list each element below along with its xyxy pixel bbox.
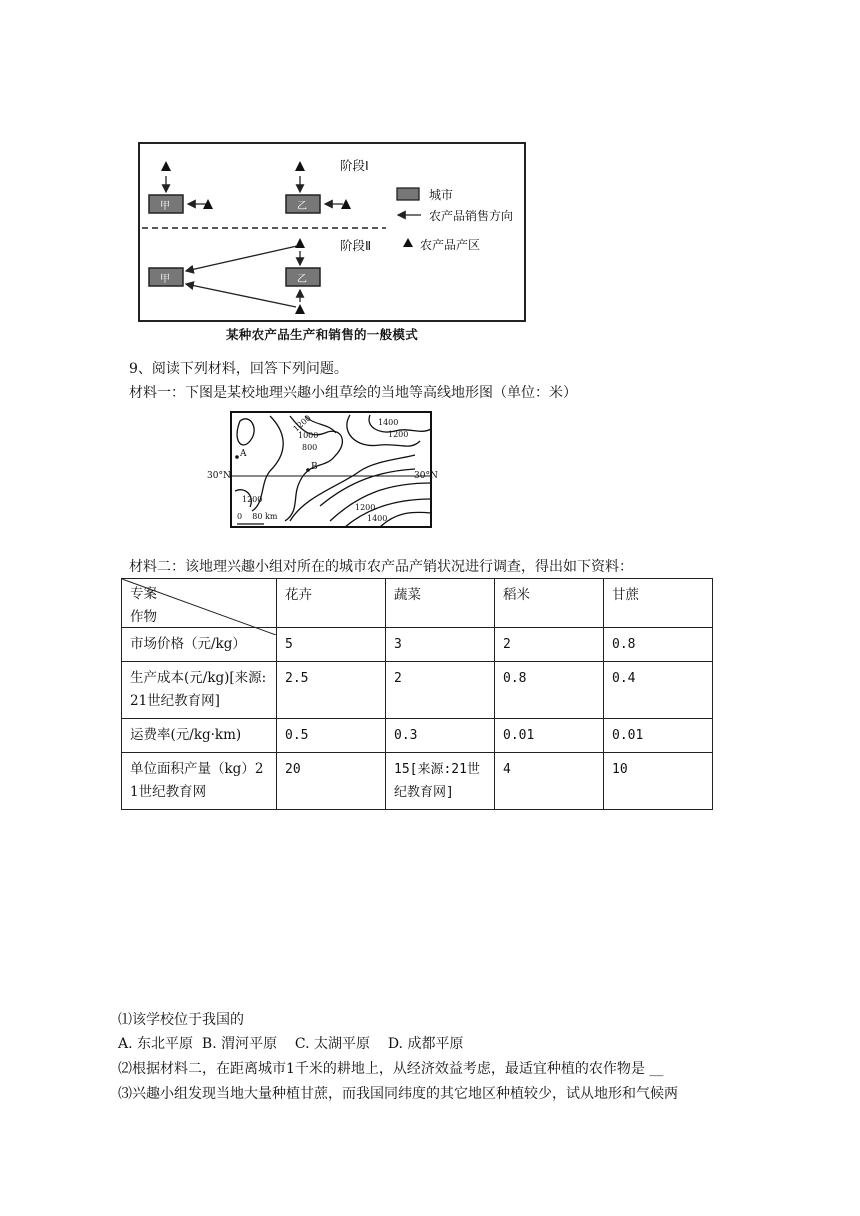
- table-header-row: [122, 579, 713, 628]
- question-2: ⑵根据材料二，在距离城市1千米的耕地上，从经济效益考虑，最适宜种植的农作物是 __: [118, 1061, 664, 1077]
- row-label: 单位面积产量（kg）21世纪教育网: [122, 753, 277, 810]
- contour-label: 1200: [291, 413, 313, 434]
- table-corner-cell: [122, 579, 277, 628]
- table-cell: 0.8: [495, 662, 604, 719]
- producing-area-marker: [295, 304, 305, 314]
- crop-header: 蔬菜: [386, 579, 495, 628]
- stage-2-label: 阶段Ⅱ: [340, 238, 372, 253]
- corner-top-label: 专案: [130, 586, 157, 602]
- crop-header: 甘蔗: [604, 579, 713, 628]
- question-1: ⑴该学校位于我国的: [118, 1012, 244, 1028]
- contour-label: 800: [302, 443, 318, 452]
- point-a-label: A: [240, 449, 247, 459]
- sales-model-diagram: [140, 144, 524, 320]
- table-cell: 5: [277, 628, 386, 662]
- table-cell: 0.3: [386, 719, 495, 753]
- question-1-options: A. 东北平原 B. 渭河平原 C. 太湖平原 D. 成都平原: [118, 1036, 464, 1052]
- row-label: 运费率(元/kg·km): [122, 719, 277, 753]
- sales-model-figure: [138, 142, 526, 322]
- row-label: 生产成本(元/kg)[来源:21世纪教育网]: [122, 662, 277, 719]
- legend-city-label: 城市: [429, 188, 454, 202]
- city-jia-label-2: 甲: [160, 274, 170, 285]
- question-9-stem: 9、阅读下列材料，回答下列问题。: [129, 361, 348, 377]
- row-label: 市场价格（元/kg）: [122, 628, 277, 662]
- legend-direction-label: 农产品销售方向: [429, 209, 514, 223]
- city-yi-label-2: 乙: [297, 274, 307, 285]
- table-cell: 0.5: [277, 719, 386, 753]
- material-1-text: 材料一：下图是某校地理兴趣小组草绘的当地等高线地形图（单位：米）: [129, 385, 577, 401]
- contour-label: 1200: [388, 430, 409, 439]
- contour-label: 1200: [242, 495, 263, 504]
- contour-label: 1400: [367, 514, 388, 523]
- table-cell: 4: [495, 753, 604, 810]
- table-cell: 0.01: [604, 719, 713, 753]
- table-cell: 15[来源:21世纪教育网]: [386, 753, 495, 810]
- table-cell: 2: [386, 662, 495, 719]
- producing-area-marker: [295, 161, 305, 171]
- crop-header: 稻米: [495, 579, 604, 628]
- legend-area-label: 农产品产区: [420, 238, 481, 252]
- legend-triangle-icon: [403, 238, 413, 247]
- contour-map: [230, 411, 442, 529]
- contour-label: 1200: [355, 503, 376, 512]
- city-jia-label: 甲: [160, 201, 170, 212]
- table-cell: 0.01: [495, 719, 604, 753]
- scale-bar-label: 0 80 km: [237, 512, 278, 521]
- crop-header: 花卉: [277, 579, 386, 628]
- table-cell: 2.5: [277, 662, 386, 719]
- latitude-left-label: 30°N: [207, 471, 231, 481]
- point-b-label: B: [311, 462, 318, 472]
- stage-1-label: 阶段Ⅰ: [340, 158, 369, 173]
- crop-data-table: [121, 578, 713, 810]
- table-row: [122, 753, 713, 810]
- table-row: [122, 719, 713, 753]
- corner-bottom-label: 作物: [130, 609, 157, 625]
- table-cell: 10: [604, 753, 713, 810]
- question-3: ⑶兴趣小组发现当地大量种植甘蔗，而我国同纬度的其它地区种植较少，试从地形和气候两: [118, 1086, 678, 1102]
- legend-city-swatch: [397, 188, 419, 200]
- contour-label: 1000: [298, 431, 319, 440]
- material-2-text: 材料二：该地理兴趣小组对所在的城市农产品产销状况进行调查，得出如下资料：: [129, 559, 633, 575]
- table-cell: 20: [277, 753, 386, 810]
- producing-area-marker: [161, 161, 171, 171]
- table-row: [122, 662, 713, 719]
- contour-label: 1400: [378, 418, 399, 427]
- table-cell: 3: [386, 628, 495, 662]
- latitude-right-label: 30°N: [414, 471, 438, 481]
- table-cell: 2: [495, 628, 604, 662]
- table-cell: 0.4: [604, 662, 713, 719]
- figure1-caption: 某种农产品生产和销售的一般模式: [226, 327, 419, 342]
- table-cell: 0.8: [604, 628, 713, 662]
- city-yi-label: 乙: [297, 201, 307, 212]
